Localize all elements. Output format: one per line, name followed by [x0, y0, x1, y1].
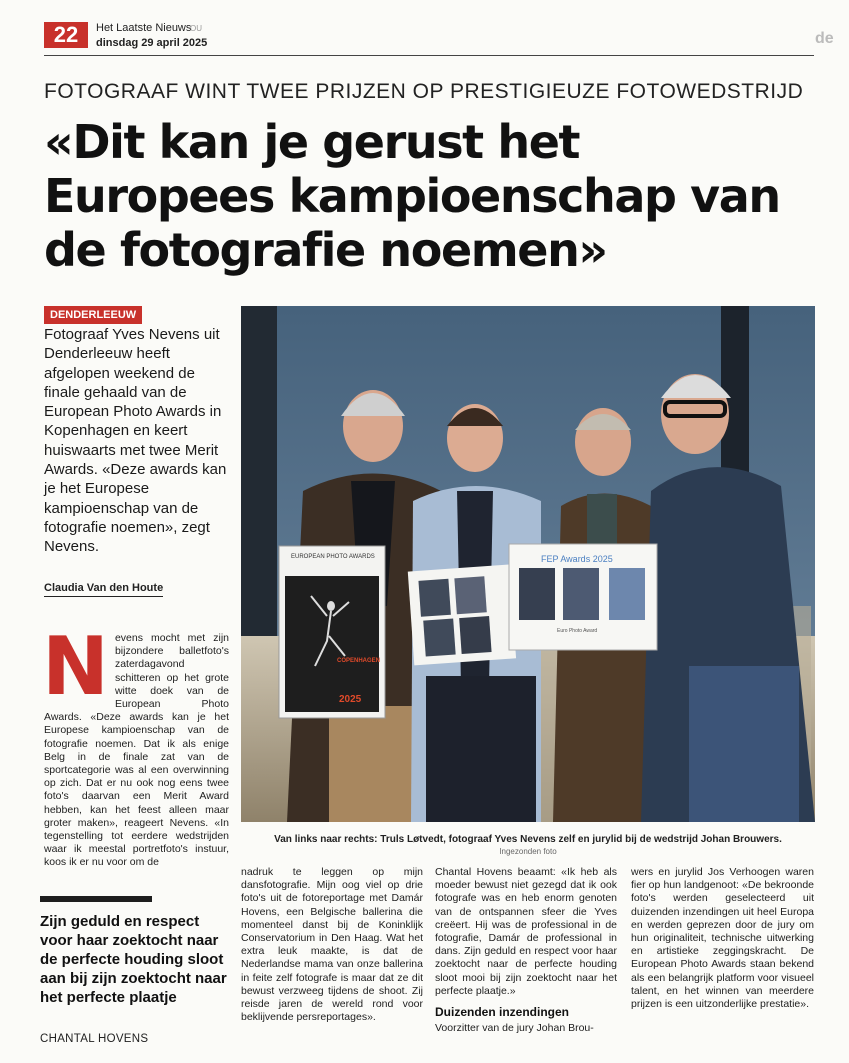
poster-text: EUROPEAN PHOTO AWARDS	[291, 554, 375, 560]
pull-quote-attribution: CHANTAL HOVENS	[40, 1033, 149, 1045]
location-badge: DENDERLEEUW	[44, 306, 142, 324]
author-byline: Claudia Van den Houte	[44, 582, 163, 597]
section-subhead: Duizenden inzendingen	[435, 1005, 569, 1019]
paper-name: Het Laatste Nieuws	[96, 22, 192, 34]
body-column-1	[42, 620, 229, 870]
masthead	[0, 0, 849, 58]
masthead-rule	[44, 55, 814, 56]
adjacent-page-bleed: de	[815, 30, 834, 47]
certificate-title: FEP Awards 2025	[541, 554, 613, 564]
body-text-1: evens mocht met zijn bijzondere balletfoto's zaterdagavond schitteren op het grote witte doek van de European Photo Awards. «Deze awards kan je het Europese kampioenschap van de fotografie noemen. Dat ik als enige Belg in de finale zat van de sportcategorie was al een overwinning op zich. Dat er nu ook nog eens twee foto's daarvan een Merit Award hebben, kan het feest alleen maar groter maken», reageert Nevens. «In tegenstelling tot eerdere wedstrijden waar ik meestal portretfoto's instuur, koos ik er nu voor om de	[44, 632, 229, 869]
award-poster	[279, 546, 385, 718]
photo-credit: Ingezonden foto	[499, 847, 557, 856]
issue-date: dinsdag 29 april 2025	[96, 37, 208, 49]
certificate-sub: Euro Photo Award	[557, 628, 598, 634]
article-kicker: FOTOGRAAF WINT TWEE PRIJZEN OP PRESTIGIEUZE FOTOWEDSTRIJD	[44, 80, 804, 103]
photo-illustration	[241, 306, 815, 822]
pull-quote: Zijn geduld en respect voor haar zoektocht naar de perfecte houding sloot aan bij zijn zoektocht naar het perfecte plaatje	[40, 913, 227, 1006]
paper-suffix: OU	[190, 24, 202, 33]
body-column-2: nadruk te leggen op mijn dansfotografie. Mijn oog viel op drie foto's uit de fotoreportage met Damár Hovens, een Belgische ballerina die momenteel danst bij de Koninklijk Conservatorium in Den Haag. Wat het extra leuk maakte, is dat de Nederlandse mama van onze ballerina in feite zelf fotografe is maar dat ze dit bewust verzweeg tijdens de shoot. Zij reisde jaren de wereld rond voor beklijvende persreportages».	[241, 866, 423, 1024]
body-column-3: Chantal Hovens beaamt: «Ik heb als moeder bewust niet gezegd dat ik ook fotografe was en heb enorm genoten van de ontspannen sfeer die Yves creëert. Hij was de professional in de fotografie, Damár de professional in dans. Zijn geduld en respect voor haar zoektocht naar de perfecte houding sloot mooi bij zijn zoektocht naar het perfecte plaatje.»	[435, 866, 617, 997]
body-column-3-continued: Voorzitter van de jury Johan Brou-	[435, 1022, 594, 1034]
article-intro: Fotograaf Yves Nevens uit Denderleeuw heeft afgelopen weekend de finale gehaald van de European Photo Awards in Kopenhagen en keert huiswaarts met twee Merit Awards. «Deze awards kan je het Europese kampioenschap van de fotografie noemen», zegt Nevens.	[44, 326, 227, 556]
poster-year: 2025	[339, 694, 362, 705]
body-column-4: wers en jurylid Jos Verhoogen waren fier op hun landgenoot: «De bekroonde foto's werden geselecteerd uit duizenden inzendingen uit heel Europa en werden geprezen door de jury om hun originaliteit, technische uitwerking en artistieke zeggingskracht. De European Photo Awards staan bekend als een belangrijk platform voor visueel talent, en het winnen van meerdere prijzen is een uitzonderlijke prestatie».	[631, 866, 814, 1011]
page-number: 22	[44, 22, 88, 48]
article-headline: «Dit kan je gerust het Europees kampioenschap van de fotografie noemen»	[44, 115, 780, 277]
poster-logo: COPENHAGEN	[337, 658, 381, 664]
pull-quote-rule	[40, 896, 152, 902]
drop-cap: N	[42, 620, 109, 713]
article-photo	[241, 306, 815, 822]
photo-caption: Van links naar rechts: Truls Løtvedt, fotograaf Yves Nevens zelf en jurylid bij de wedstrijd Johan Brouwers.	[274, 834, 782, 845]
